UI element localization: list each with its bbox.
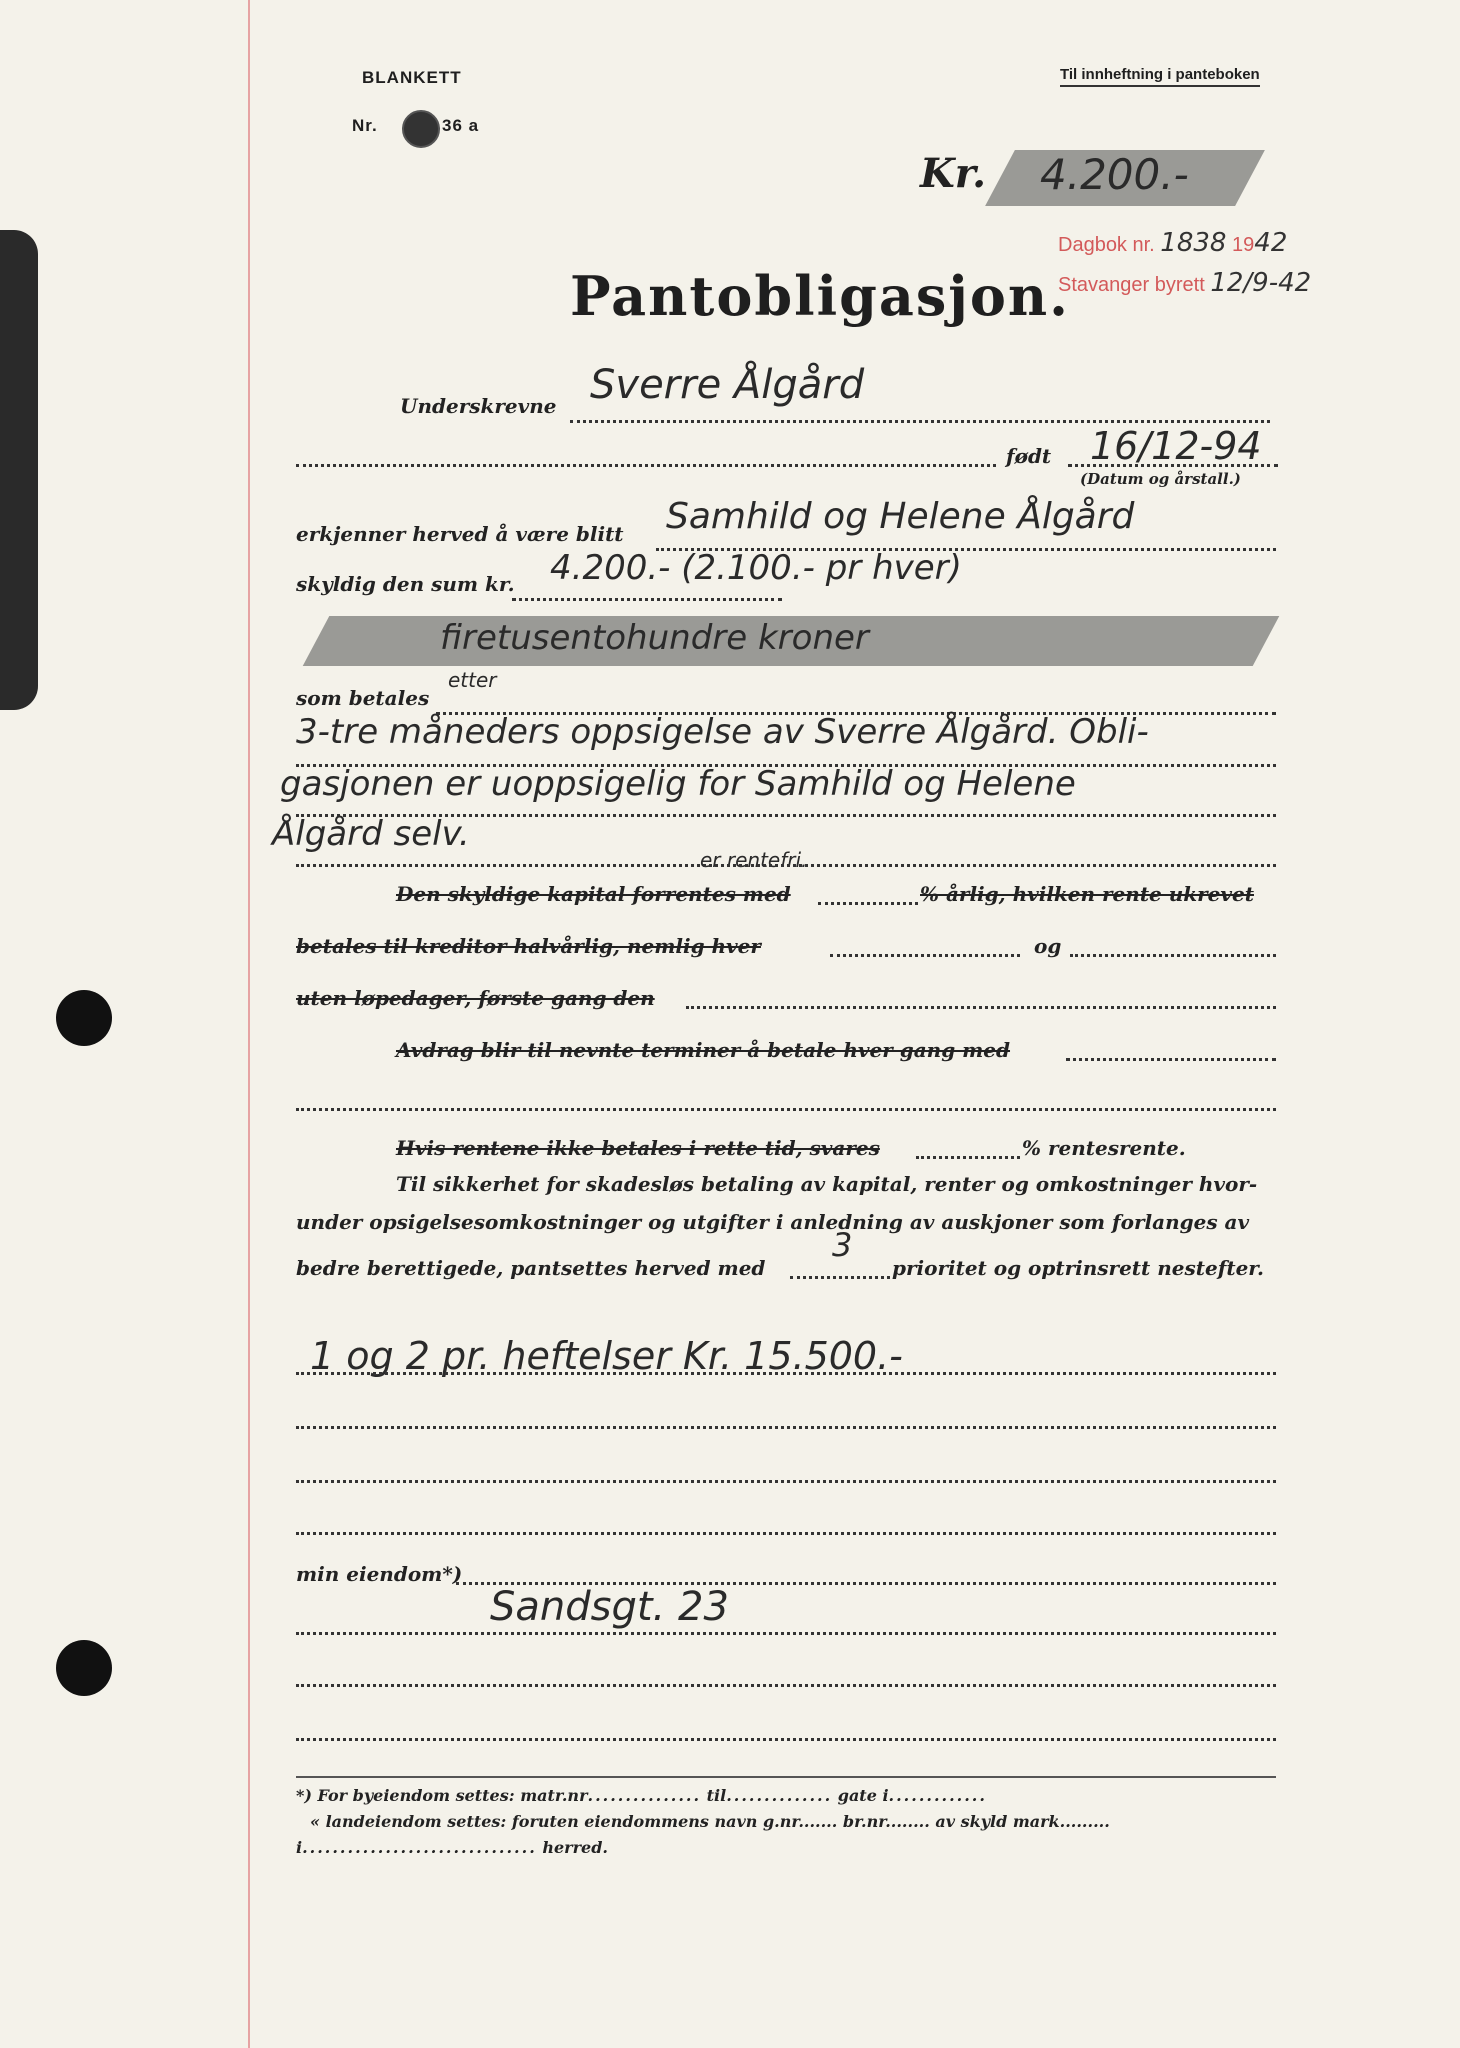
footnote-2a: « landeiendom settes: foruten eiendommens navn g.nr (310, 1812, 799, 1831)
footnote-line-1: *) For byeiendom settes: matr.nr............... til.............. gate i............. (296, 1786, 987, 1805)
binding-edge (0, 230, 38, 710)
sikkerhet-line-3b: prioritet og optrinsrett nestefter. (892, 1256, 1264, 1280)
kreditor-line-2 (1070, 954, 1276, 957)
kreditor-line (830, 954, 1020, 957)
sikkerhet-line-2: under opsigelsesomkostninger og utgifter i anledning av auskjoner som forlanges av (296, 1210, 1250, 1234)
sikkerhet-line-1: Til sikkerhet for skadesløs betaling av kapital, renter og omkostninger hvor- (396, 1172, 1258, 1196)
seal-icon (402, 110, 440, 148)
fodt-line (1068, 464, 1278, 467)
blank-line (296, 1684, 1276, 1687)
footnote-3a: i (296, 1838, 303, 1857)
fodt-label: født (1006, 444, 1052, 468)
blank-line (296, 1480, 1276, 1483)
blank-line (296, 1532, 1276, 1535)
prioritet-value: 3 (832, 1226, 853, 1264)
og-label: og (1034, 934, 1062, 958)
kapital-clause: Den skyldige kapital forrentes med (396, 882, 791, 906)
stamp-court-date: 12/9-42 (1210, 268, 1312, 298)
footnote-1c: gate (837, 1786, 877, 1805)
prior-mortgages: 1 og 2 pr. heftelser Kr. 15.500.- (310, 1334, 903, 1378)
eiendom-value: Sandsgt. 23 (490, 1584, 729, 1630)
footnote-1a: *) For byeiendom settes: matr.nr (296, 1786, 588, 1805)
terms-line-2: gasjonen er uoppsigelig for Samhild og Helene (280, 764, 1076, 804)
renter-clause: Hvis rentene ikke betales i rette tid, svares (396, 1136, 880, 1160)
footnote-2b: br.nr (842, 1812, 886, 1831)
kapital-rate-line (818, 902, 918, 905)
blank-line (296, 1372, 1276, 1375)
eiendom-label: min eiendom*) (296, 1562, 463, 1586)
stamp-dagbok-nr: 1838 (1160, 228, 1227, 258)
erkjenner-value: Samhild og Helene Ålgård (666, 496, 1135, 537)
footnote-rule (296, 1776, 1276, 1778)
kapital-clause-tail: % årlig, hvilken rente ukrevet (920, 882, 1254, 906)
stamp-dagbok (1058, 228, 1287, 258)
stamp-dagbok-label: Dagbok nr. (1058, 234, 1155, 256)
lopedager-line (686, 1006, 1276, 1009)
stamp-year-hand: 42 (1254, 228, 1288, 258)
footnote-line-2: « landeiendom settes: foruten eiendommens navn g.nr....... br.nr........ av skyld mark......... (310, 1812, 1110, 1831)
form-nr-suffix: 36 a (442, 116, 480, 135)
rentefri-note: er rentefri. (700, 848, 808, 872)
footnote-3b: herred. (542, 1838, 608, 1857)
lopedager-clause: uten løpedager, første gang den (296, 986, 655, 1010)
footnote-1d: i (882, 1786, 889, 1805)
sum-words-value: firetusentohundre kroner (440, 618, 869, 658)
betales-value: etter (448, 668, 497, 692)
blank-line (296, 1426, 1276, 1429)
skyldig-label: skyldig den sum kr. (296, 572, 515, 596)
stamp-year: 19 (1232, 234, 1255, 256)
terms-line-1: 3-tre måneders oppsigelse av Sverre Ålgård. Obli- (296, 712, 1149, 752)
form-nr-prefix: Nr. (352, 116, 378, 135)
footnote-1b: til (706, 1786, 727, 1805)
renter-clause-tail: % rentesrente. (1022, 1136, 1186, 1160)
skyldig-line (512, 598, 782, 601)
blank-line (296, 1632, 1276, 1635)
underskrevne-label: Underskrevne (400, 394, 557, 418)
amount-kr-label: Kr. (920, 150, 987, 197)
blank-line (296, 1738, 1276, 1741)
footnote-2c: av skyld mark (935, 1812, 1060, 1831)
form-blankett-label: BLANKETT (362, 68, 462, 87)
betales-label: som betales (296, 686, 430, 710)
top-right-note: Til innheftning i panteboken (1060, 66, 1260, 87)
terms-line-3: Ålgård selv. (272, 814, 470, 854)
terms-line-3-rule (296, 864, 1276, 867)
erkjenner-label: erkjenner herved å være blitt (296, 522, 624, 546)
amount-value: 4.200.- (1040, 150, 1189, 199)
punch-hole (56, 1640, 112, 1696)
avdrag-line-2 (296, 1108, 1276, 1111)
blank-line (296, 464, 996, 467)
underskrevne-line (570, 420, 1270, 423)
renter-rate-line (916, 1156, 1020, 1159)
kreditor-clause: betales til kreditor halvårlig, nemlig hver (296, 934, 761, 958)
stamp-court-label: Stavanger byrett (1058, 274, 1205, 296)
stamp-court (1058, 268, 1311, 298)
datum-hint: (Datum og årstall.) (1080, 470, 1241, 488)
footnote-line-3: i............................... herred. (296, 1838, 608, 1857)
punch-hole (56, 990, 112, 1046)
prioritet-line (790, 1276, 890, 1279)
margin-line (248, 0, 250, 2048)
document-title: Pantobligasjon. (570, 264, 1070, 328)
fodt-value: 16/12-94 (1090, 424, 1262, 468)
avdrag-clause: Avdrag blir til nevnte terminer å betale hver gang med (396, 1038, 1011, 1062)
avdrag-line (1066, 1058, 1276, 1061)
sikkerhet-line-3: bedre berettigede, pantsettes herved med (296, 1256, 766, 1280)
skyldig-value: 4.200.- (2.100.- pr hver) (550, 548, 962, 588)
underskrevne-value: Sverre Ålgård (590, 362, 865, 408)
